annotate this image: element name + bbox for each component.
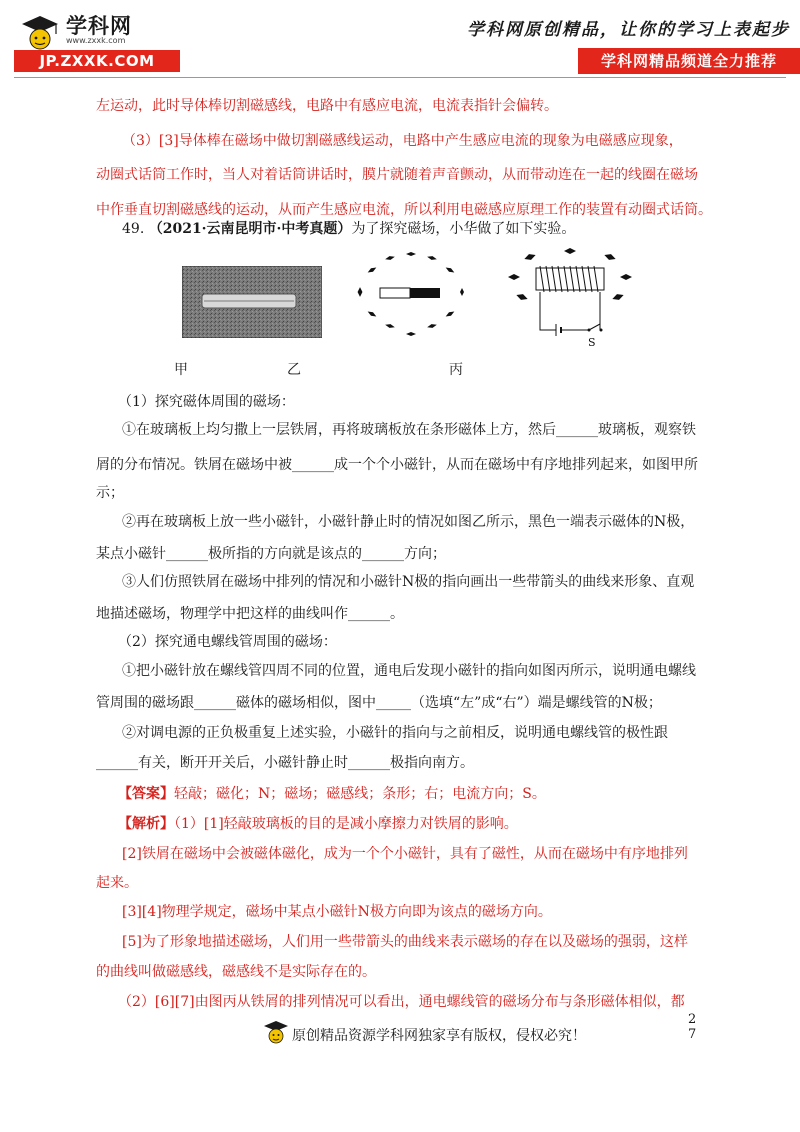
question-line: ③人们仿照铁屑在磁场中排列的情况和小磁针N极的指向画出一些带箭头的曲线来形象、直观 — [122, 574, 695, 590]
analysis-line: [3][4]物理学规定，磁场中某点小磁针N极方向即为该点的磁场方向。 — [122, 904, 552, 920]
analysis-line: [5]为了形象地描述磁场，人们用一些带箭头的曲线来表示磁场的存在以及磁场的强弱，这样 — [122, 934, 688, 950]
question-text: 为了探究磁场，小华做了如下实验。 — [351, 221, 576, 237]
question-part: （2）探究通电螺线管周围的磁场： — [118, 634, 337, 650]
question-line: 地描述磁场，物理学中把这样的曲线叫作______。 — [96, 606, 404, 622]
question-source: （2021·云南昆明市·中考真题） — [148, 221, 352, 237]
analysis-line — [118, 814, 518, 834]
page-header — [0, 0, 800, 80]
header-divider — [14, 77, 786, 78]
figure-caption-yi: 乙 — [287, 362, 301, 378]
question-header — [122, 219, 575, 239]
question-line: 某点小磁针______极所指的方向就是该点的______方向； — [96, 546, 446, 562]
figure-bar-magnet-compasses — [352, 250, 470, 342]
figure-iron-filings — [182, 266, 322, 338]
logo-url: www.zxxk.com — [66, 36, 126, 45]
graduation-cap-icon — [18, 12, 62, 52]
body-line: 左运动，此时导体棒切割磁感线，电路中有感应电流，电流表指针会偏转。 — [96, 98, 558, 114]
analysis-line: 的曲线叫做磁感线，磁感线不是实际存在的。 — [96, 964, 376, 980]
footer-copyright: 原创精品资源学科网独家享有版权，侵权必究！ — [292, 1028, 586, 1044]
question-line: ②对调电源的正负极重复上述实验，小磁针的指向与之前相反，说明通电螺线管的极性跟 — [122, 725, 668, 741]
body-line: 动圈式话筒工作时，当人对着话筒讲话时，膜片就随着声音颤动，从而带动连在一起的线圈在磁场 — [96, 167, 698, 183]
question-line: 管周围的磁场跟______磁体的磁场相似，图中_____（选填“左”成“右”）端是螺线管的N极； — [96, 695, 662, 711]
figure-solenoid-circuit — [500, 246, 640, 348]
analysis-line: [2]铁屑在磁场中会被磁体磁化，成为一个个小磁针，具有了磁性，从而在磁场中有序地排列 — [122, 846, 688, 862]
analysis-line: 起来。 — [96, 875, 138, 891]
question-line: 示； — [96, 485, 124, 501]
page-number-tens: 2 — [688, 1012, 697, 1027]
figure-caption-bing: 丙 — [449, 362, 463, 378]
question-line: ②再在玻璃板上放一些小磁针，小磁针静止时的情况如图乙所示，黑色一端表示磁体的N极， — [122, 514, 695, 530]
question-line: 屑的分布情况。铁屑在磁场中被______成一个个小磁针，从而在磁场中有序地排列起来，如图甲所 — [96, 457, 698, 473]
answer-line — [118, 784, 546, 804]
figure-caption-jia: 甲 — [174, 362, 188, 378]
promo-banner: 学科网精品频道全力推荐 — [578, 48, 800, 74]
footer-mascot-icon — [262, 1018, 290, 1046]
question-line: ①在玻璃板上均匀撒上一层铁屑，再将玻璃板放在条形磁体上方，然后______玻璃板，观察铁 — [122, 422, 696, 438]
page-number-units: 7 — [688, 1027, 697, 1042]
body-line: 中作垂直切割磁感线的运动，从而产生感应电流，所以利用电磁感应原理工作的装置有动圈式话筒。 — [96, 202, 712, 218]
logo-banner: JP.ZXXK.COM — [14, 50, 180, 72]
answer-text: 轻敲；磁化；N；磁场；磁感线；条形；右；电流方向；S。 — [174, 786, 546, 802]
question-line: ①把小磁针放在螺线管四周不同的位置，通电后发现小磁针的指向如图丙所示，说明通电螺线 — [122, 663, 696, 679]
question-number: 49. — [122, 221, 145, 237]
analysis-line: （2）[6][7]由图丙从铁屑的排列情况可以看出，通电螺线管的磁场分布与条形磁体相似，都 — [118, 994, 685, 1010]
analysis-tag: 【解析】 — [118, 816, 174, 832]
switch-label: S — [588, 336, 596, 348]
question-part: （1）探究磁体周围的磁场： — [118, 394, 295, 410]
analysis-text: （1）[1]轻敲玻璃板的目的是减小摩擦力对铁屑的影响。 — [174, 816, 518, 832]
question-line: ______有关，断开开关后，小磁针静止时______极指向南方。 — [96, 755, 474, 771]
answer-tag: 【答案】 — [118, 786, 174, 802]
logo-name: 学科网 — [66, 14, 132, 38]
body-line: （3）[3]导体棒在磁场中做切割磁感线运动，电路中产生感应电流的现象为电磁感应现象， — [122, 133, 683, 149]
header-slogan: 学科网原创精品，让你的学习上表起步 — [467, 20, 790, 40]
